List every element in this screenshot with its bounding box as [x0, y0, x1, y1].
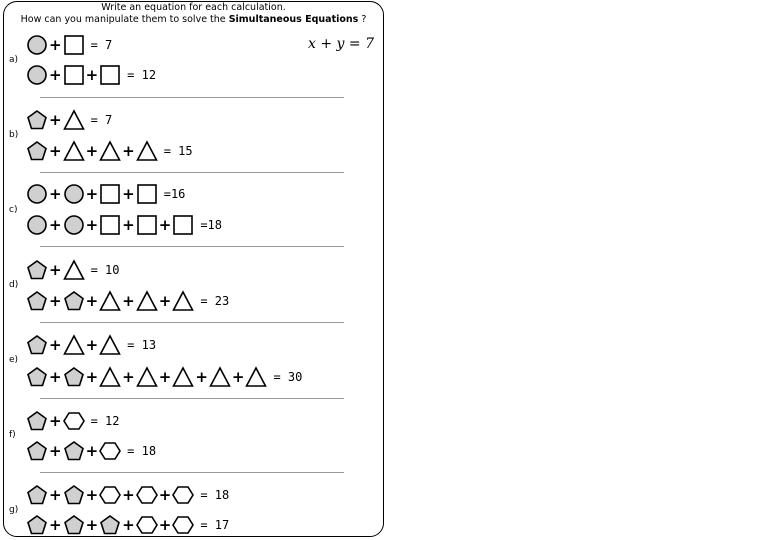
circle-icon — [26, 183, 48, 205]
plus-sign: + — [122, 141, 135, 160]
triangle-icon — [99, 140, 121, 162]
plus-sign: + — [85, 485, 99, 504]
triangle-icon — [172, 290, 194, 312]
plus-sign: + — [49, 35, 62, 54]
equation-result: = 7 — [90, 113, 113, 127]
pentagon-icon — [26, 484, 48, 506]
problem-label: e) — [9, 355, 19, 365]
equation-result: = 15 — [163, 144, 193, 158]
hexagon-icon — [63, 410, 85, 432]
section-divider — [40, 398, 344, 399]
circle-icon — [63, 183, 85, 205]
plus-sign: + — [49, 411, 62, 430]
plus-sign: + — [85, 335, 99, 354]
square-icon — [136, 214, 158, 236]
plus-sign: + — [49, 260, 62, 279]
equation-result: =16 — [163, 187, 186, 201]
plus-sign: + — [49, 441, 62, 460]
triangle-icon — [99, 366, 121, 388]
plus-sign: + — [49, 335, 62, 354]
square-icon — [99, 64, 121, 86]
square-icon — [63, 64, 85, 86]
equation-row — [26, 259, 119, 281]
equation-result: = 7 — [90, 38, 113, 52]
square-icon — [99, 183, 121, 205]
plus-sign: + — [49, 215, 62, 234]
triangle-icon — [63, 259, 85, 281]
hexagon-icon — [99, 440, 121, 462]
equation-result: = 10 — [90, 263, 120, 277]
circle-icon — [26, 34, 48, 56]
problem-label: g) — [9, 505, 19, 515]
equation-row — [26, 514, 229, 536]
equation-row — [26, 214, 222, 236]
square-icon — [136, 183, 158, 205]
equation-row — [26, 109, 112, 131]
hexagon-icon — [172, 484, 194, 506]
plus-sign: + — [49, 291, 62, 310]
pentagon-icon — [26, 410, 48, 432]
pentagon-icon — [26, 366, 48, 388]
instruction-line-1: Write an equation for each calculation. — [101, 2, 286, 13]
plus-sign: + — [158, 367, 172, 386]
section-divider — [40, 172, 344, 173]
plus-sign: + — [85, 65, 99, 84]
equation-row — [26, 440, 156, 462]
triangle-icon — [63, 334, 85, 356]
section-divider — [40, 322, 344, 323]
problem-label: d) — [9, 280, 19, 290]
circle-icon — [63, 214, 85, 236]
triangle-icon — [136, 140, 158, 162]
plus-sign: + — [49, 110, 62, 129]
equation-result: = 18 — [200, 488, 230, 502]
plus-sign: + — [122, 184, 135, 203]
model-equation: x + y = 7 — [308, 36, 374, 52]
plus-sign: + — [49, 367, 62, 386]
hexagon-icon — [172, 514, 194, 536]
pentagon-icon — [26, 440, 48, 462]
plus-sign: + — [158, 515, 172, 534]
plus-sign: + — [49, 515, 62, 534]
plus-sign: + — [85, 215, 99, 234]
section-divider — [40, 246, 344, 247]
instruction-bold: Simultaneous Equations — [228, 14, 359, 25]
plus-sign: + — [158, 215, 172, 234]
pentagon-icon — [26, 140, 48, 162]
equation-row — [26, 290, 229, 312]
triangle-icon — [136, 366, 158, 388]
equation-result: = 17 — [200, 518, 230, 532]
pentagon-icon — [26, 109, 48, 131]
pentagon-icon — [26, 259, 48, 281]
triangle-icon — [245, 366, 267, 388]
hexagon-icon — [99, 484, 121, 506]
equation-result: = 12 — [90, 414, 120, 428]
equation-row — [26, 140, 193, 162]
triangle-icon — [172, 366, 194, 388]
instruction-suffix: ? — [358, 14, 367, 25]
pentagon-icon — [63, 290, 85, 312]
equation-result: = 12 — [127, 68, 157, 82]
hexagon-icon — [136, 514, 158, 536]
equation-row — [26, 410, 119, 432]
square-icon — [172, 214, 194, 236]
section-divider — [40, 97, 344, 98]
section-divider — [40, 472, 344, 473]
equation-row — [26, 34, 112, 56]
plus-sign: + — [49, 65, 62, 84]
circle-icon — [26, 64, 48, 86]
plus-sign: + — [49, 141, 62, 160]
triangle-icon — [136, 290, 158, 312]
pentagon-icon — [63, 514, 85, 536]
triangle-icon — [63, 140, 85, 162]
plus-sign: + — [122, 367, 135, 386]
equation-result: = 23 — [200, 294, 230, 308]
equation-result: = 30 — [273, 370, 303, 384]
triangle-icon — [99, 334, 121, 356]
pentagon-icon — [63, 366, 85, 388]
square-icon — [63, 34, 85, 56]
pentagon-icon — [63, 484, 85, 506]
equation-result: =18 — [200, 218, 222, 232]
pentagon-icon — [26, 334, 48, 356]
plus-sign: + — [122, 515, 135, 534]
hexagon-icon — [136, 484, 158, 506]
equation-result: = 18 — [127, 444, 157, 458]
equation-row — [26, 366, 302, 388]
plus-sign: + — [158, 291, 172, 310]
plus-sign: + — [85, 515, 99, 534]
problem-label: a) — [9, 55, 19, 65]
problem-label: b) — [9, 130, 19, 140]
pentagon-icon — [99, 514, 121, 536]
equation-row — [26, 334, 156, 356]
plus-sign: + — [85, 141, 99, 160]
triangle-icon — [209, 366, 231, 388]
equation-row — [26, 484, 229, 506]
plus-sign: + — [85, 291, 99, 310]
plus-sign: + — [85, 367, 99, 386]
equation-row — [26, 183, 185, 205]
plus-sign: + — [49, 485, 62, 504]
problem-label: c) — [9, 205, 18, 215]
plus-sign: + — [231, 367, 245, 386]
triangle-icon — [99, 290, 121, 312]
plus-sign: + — [85, 441, 99, 460]
equation-result: = 13 — [127, 338, 157, 352]
plus-sign: + — [158, 485, 172, 504]
plus-sign: + — [122, 485, 135, 504]
plus-sign: + — [49, 184, 62, 203]
problem-label: f) — [9, 430, 16, 440]
equation-row — [26, 64, 156, 86]
square-icon — [99, 214, 121, 236]
plus-sign: + — [122, 215, 135, 234]
instruction-prefix: How can you manipulate them to solve the — [20, 14, 229, 25]
pentagon-icon — [26, 514, 48, 536]
pentagon-icon — [63, 440, 85, 462]
plus-sign: + — [122, 291, 135, 310]
circle-icon — [26, 214, 48, 236]
plus-sign: + — [195, 367, 208, 386]
instruction-line-2 — [0, 14, 387, 25]
plus-sign: + — [85, 184, 99, 203]
triangle-icon — [63, 109, 85, 131]
pentagon-icon — [26, 290, 48, 312]
